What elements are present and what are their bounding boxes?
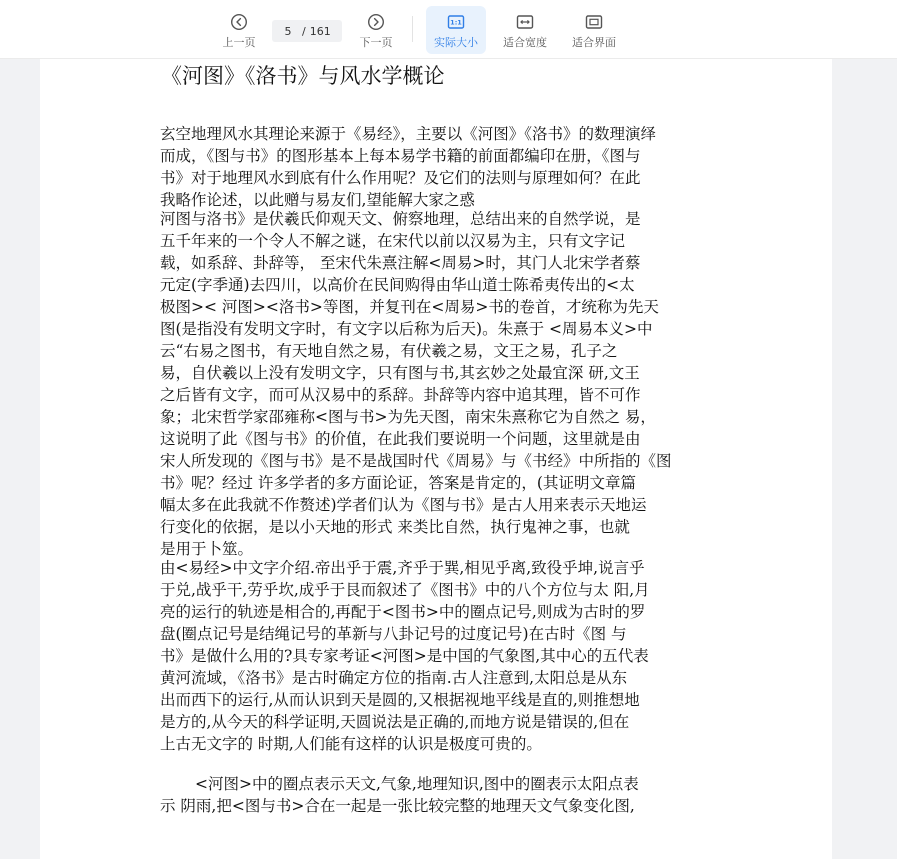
actual-size-button[interactable] xyxy=(426,6,486,54)
chevron-right-circle-icon xyxy=(367,13,385,31)
fit-width-icon xyxy=(516,13,534,31)
text-line: 易，自伏羲以上没有发明文字，只有图与书,其玄妙之处最宜深 研,文王 xyxy=(160,364,640,382)
text-line: 上古无文字的 时期,人们能有这样的认识是极度可贵的。 xyxy=(160,735,542,753)
fit-page-label: 适合界面 xyxy=(572,36,616,49)
text-line: 玄空地理风水其理论来源于《易经》，主要以《河图》《洛书》的数理演绎 xyxy=(160,125,657,143)
text-line: 黄河流域，《洛书》是古时确定方位的指南.古人注意到,太阳总是从东 xyxy=(160,669,628,687)
text-line: 亮的运行的轨迹是相合的,再配于<图书>中的圈点记号,则成为古时的罗 xyxy=(160,603,646,621)
fit-width-button[interactable] xyxy=(498,0,552,58)
next-page-button[interactable] xyxy=(355,0,397,58)
text-line: 云“右易之图书，有天地自然之易，有伏羲之易，文王之易，孔子之 xyxy=(160,342,618,360)
text-line: 象；北宋哲学家邵雍称<图与书>为先天图，南宋朱熹称它为自然之 易， xyxy=(160,408,656,426)
page-separator: / xyxy=(302,24,306,38)
prev-page-label: 上一页 xyxy=(222,36,256,49)
text-line: 书》对于地理风水到底有什么作用呢？及它们的法则与原理如何？在此 xyxy=(160,169,641,187)
text-line: 图(是指没有发明文字时，有文字以后称为后天)。朱熹于 <周易本义>中 xyxy=(160,320,653,338)
page-number-input[interactable] xyxy=(276,25,300,38)
chevron-left-circle-icon xyxy=(230,13,248,31)
text-line: 是用于卜筮。 xyxy=(160,540,254,558)
text-line: 示 阴雨,把<图与书>合在一起是一张比较完整的地理天文气象变化图, xyxy=(160,797,635,815)
next-page-label: 下一页 xyxy=(359,36,393,49)
total-pages: 161 xyxy=(309,24,331,38)
text-line: <河图>中的圈点表示天文,气象,地理知识,图中的圈表示太阳点表 xyxy=(195,775,639,793)
document-title: 《河图》《洛书》与风水学概论 xyxy=(161,64,445,88)
page-indicator xyxy=(272,20,342,42)
prev-page-button[interactable] xyxy=(218,0,260,58)
text-line: 之后皆有文字，而可从汉易中的系辞。卦辞等内容中追其理，皆不可作 xyxy=(160,386,641,404)
text-line: 幅太多在此我就不作赘述)学者们认为《图与书》是古人用来表示天地运 xyxy=(160,496,647,514)
text-line: 而成，《图与书》的图形基本上每本易学书籍的前面都编印在册，《图与 xyxy=(160,147,641,165)
actual-size-label: 实际大小 xyxy=(434,36,478,49)
text-line: 载，如系辞、卦辞等， 至宋代朱熹注解<周易>时，其门人北宋学者蔡 xyxy=(160,254,641,272)
text-line: 由<易经>中文字介绍.帝出乎于震,齐乎于巽,相见乎离,致役乎坤,说言乎 xyxy=(160,559,645,577)
text-line: 我略作论述，以此赠与易友们,望能解大家之惑 xyxy=(160,191,475,209)
document-page xyxy=(40,58,832,859)
text-line: 书》呢？经过 许多学者的多方面论证，答案是肯定的，(其证明文章篇 xyxy=(160,474,636,492)
toolbar-divider xyxy=(412,16,413,42)
text-line: 元定(字季通)去四川，以高价在民间购得由华山道士陈希夷传出的<太 xyxy=(160,276,635,294)
text-line: 河图与洛书》是伏羲氏仰观天文、俯察地理，总结出来的自然学说，是 xyxy=(160,210,641,228)
text-line: 这说明了此《图与书》的价值，在此我们要说明一个问题，这里就是由 xyxy=(160,430,641,448)
fit-page-icon xyxy=(585,13,603,31)
text-line: 行变化的依据，是以小天地的形式 来类比自然，执行鬼神之事，也就 xyxy=(160,518,630,536)
text-line: 是方的,从今天的科学证明,天圆说法是正确的,而地方说是错误的,但在 xyxy=(160,713,630,731)
text-line: 书》是做什么用的?具专家考证<河图>是中国的气象图,其中心的五代表 xyxy=(160,647,649,665)
text-line: 出而西下的运行,从而认识到天是圆的,又根据视地平线是直的,则推想地 xyxy=(160,691,640,709)
fit-page-button[interactable] xyxy=(566,0,622,58)
text-line: 于兑,战乎干,劳乎坎,成乎于艮而叙述了《图书》中的八个方位与太 阳,月 xyxy=(160,581,650,599)
actual-size-icon xyxy=(447,13,465,31)
text-line: 盘(圈点记号是结绳记号的革新与八卦记号的过度记号)在古时《图 与 xyxy=(160,625,627,643)
text-line: 宋人所发现的《图与书》是不是战国时代《周易》与《书经》中所指的《图 xyxy=(160,452,672,470)
fit-width-label: 适合宽度 xyxy=(503,36,547,49)
text-line: 极图>< 河图><洛书>等图，并复刊在<周易>书的卷首，才统称为先天 xyxy=(160,298,659,316)
viewer-toolbar xyxy=(0,0,897,59)
text-line: 五千年来的一个令人不解之谜，在宋代以前以汉易为主，只有文字记 xyxy=(160,232,626,250)
svg-text:1:1: 1:1 xyxy=(450,18,462,27)
